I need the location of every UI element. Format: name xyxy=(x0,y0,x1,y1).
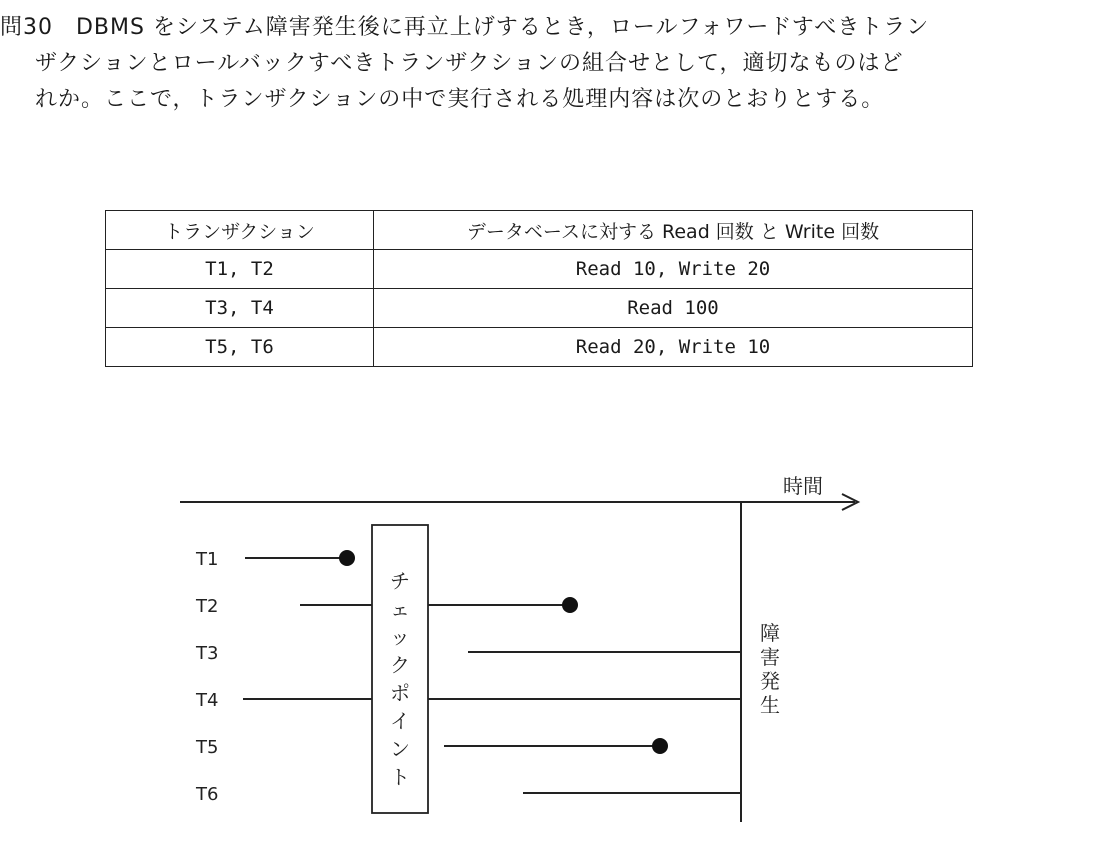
commit-dot-t1 xyxy=(339,550,355,566)
table-cell-operations: Read 20, Write 10 xyxy=(374,328,973,367)
transaction-label-t4: T4 xyxy=(196,690,219,711)
question-line-2: ザクションとロールバックすべきトランザクションの組合せとして，適切なものはど xyxy=(35,51,904,76)
transaction-label-t3: T3 xyxy=(196,643,219,664)
table-cell-operations: Read 10, Write 20 xyxy=(374,250,973,289)
transaction-label-t1: T1 xyxy=(196,549,219,570)
question-line-1: 問30 DBMS をシステム障害発生後に再立上げするとき，ロールフォワードすべきトラン xyxy=(0,15,930,40)
failure-label: 障害発生 xyxy=(760,621,780,717)
transaction-label-t5: T5 xyxy=(196,737,219,758)
checkpoint-label: チェックポイント xyxy=(390,569,410,789)
time-axis-label: 時間 xyxy=(783,474,823,498)
table-cell-transactions: T3, T4 xyxy=(106,289,374,328)
table-cell-transactions: T1, T2 xyxy=(106,250,374,289)
table-header-read-write: データベースに対する Read 回数 と Write 回数 xyxy=(374,211,973,250)
transaction-label-t2: T2 xyxy=(196,596,219,617)
commit-dot-t2 xyxy=(562,597,578,613)
transaction-label-t6: T6 xyxy=(196,784,219,805)
question-line-3: れか。ここで，トランザクションの中で実行される処理内容は次のとおりとする。 xyxy=(35,87,885,112)
table-cell-operations: Read 100 xyxy=(374,289,973,328)
commit-dot-t5 xyxy=(652,738,668,754)
table-header-transaction: トランザクション xyxy=(106,211,374,250)
table-cell-transactions: T5, T6 xyxy=(106,328,374,367)
